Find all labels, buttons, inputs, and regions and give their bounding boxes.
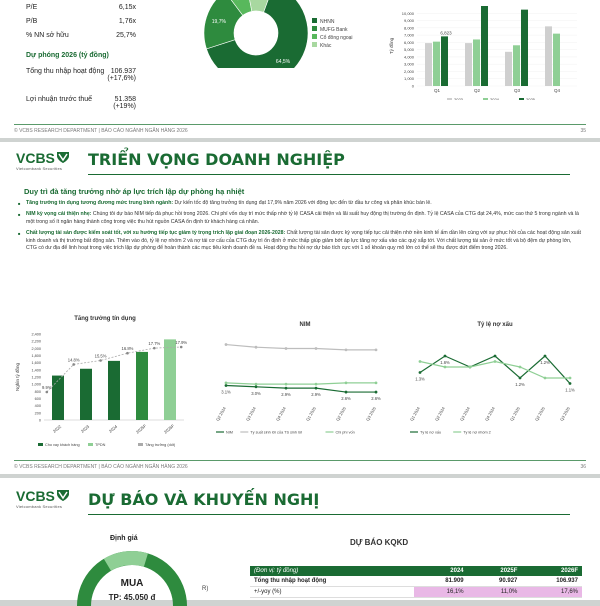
- outlook-bullets: [18, 200, 582, 256]
- rating-label: MUA: [120, 578, 144, 589]
- metric-label: P/E: [26, 4, 38, 11]
- y-tick-label: 1,000: [31, 382, 41, 387]
- y-tick-label: 0: [38, 418, 41, 423]
- line-point: [46, 391, 49, 394]
- legend-label: Cho vay khách hàng: [45, 443, 80, 447]
- x-tick-label: 2026F: [162, 423, 176, 435]
- data-label: 2.9%: [311, 392, 321, 398]
- line-point: [315, 347, 318, 350]
- bar: [164, 339, 176, 420]
- data-label: 3.0%: [251, 390, 261, 396]
- line-point: [345, 348, 348, 351]
- line-point: [255, 383, 258, 386]
- line-point: [469, 366, 472, 369]
- y-tick-label: 400: [34, 404, 41, 409]
- line-point: [419, 371, 422, 374]
- line-point: [153, 347, 156, 350]
- line-point: [315, 387, 318, 390]
- series-line: [226, 383, 376, 384]
- line-point: [419, 360, 422, 363]
- line-point: [285, 383, 288, 386]
- legend-swatch: [447, 98, 452, 100]
- y-tick-label: 10,000: [401, 10, 414, 16]
- bar: [80, 369, 92, 420]
- forecast-row-pbt: [26, 96, 136, 110]
- rating-gauge: [72, 546, 212, 606]
- table-header-2026f: 2026F: [521, 566, 582, 576]
- page-title: TRIỂN VỌNG DOANH NGHIỆP: [88, 150, 345, 169]
- report-page-36: [0, 142, 600, 474]
- legend-item: Cổ đông ngoại: [312, 34, 353, 42]
- line-point: [72, 363, 75, 366]
- pie-slice-label: [235, 0, 247, 1]
- table-header-row: [250, 566, 582, 576]
- data-label: 15.5%: [94, 353, 107, 359]
- page-title: DỰ BÁO VÀ KHUYẾN NGHỊ: [88, 490, 320, 509]
- shield-icon: [56, 150, 70, 164]
- title-underline: [88, 514, 570, 515]
- series-line: [226, 345, 376, 350]
- target-price: TP: 45.050 đ: [108, 593, 156, 602]
- forecast-row-revenue: [26, 68, 136, 82]
- x-tick-label: Q4 2024: [274, 406, 287, 422]
- y-tick-label: 2,000: [403, 68, 414, 74]
- x-tick-label: Q3 2024: [244, 406, 257, 422]
- legend-item: MUFG Bank: [312, 26, 353, 34]
- line-point: [494, 355, 497, 358]
- bar: [441, 36, 448, 86]
- data-label: 9.9%: [42, 385, 52, 390]
- x-tick-label: Q1: [433, 88, 441, 93]
- line-point: [126, 352, 129, 355]
- metric-value: 1,76x: [118, 18, 136, 25]
- chart-title-npl: Tỷ lệ nợ xấu: [477, 322, 513, 328]
- y-tick-label: 1,000: [403, 76, 414, 82]
- legend-label: NIM: [226, 430, 233, 435]
- legend-label: 2024: [490, 97, 499, 100]
- legend-item: Khác: [312, 42, 353, 50]
- x-tick-label: Q2 2024: [433, 406, 446, 422]
- table-header-2025f: 2025F: [468, 566, 522, 576]
- bullet-nim: ■ NIM kỳ vọng cải thiện nhẹ: Chúng tôi dự báo NIM tiếp đà phục hồi trong 2026. Chi phí vốn duy trì mức thấp nhờ tỷ lệ CASA cải thiện và lãi suất huy động thị trường ổn định. Tỷ lệ CASA của CTG đạt 24,4%, mức cao thứ 5 trong ngành và là một trong số ít ngân hàng thành công trong việc thu hút nguồn CASA ổn định từ khách hàng cá nhân.: [18, 211, 582, 226]
- line-point: [569, 377, 572, 380]
- x-tick-label: Q2 2025: [533, 406, 546, 422]
- bar: [545, 26, 552, 86]
- x-tick-label: 2022: [51, 423, 63, 434]
- bar: [52, 376, 64, 420]
- section-subtitle: Duy trì đà tăng trưởng nhờ áp lực trích lập dự phòng hạ nhiệt: [24, 187, 245, 196]
- x-tick-label: Q2 2024: [214, 406, 227, 422]
- data-label: 14.8%: [67, 357, 80, 363]
- y-tick-label: 200: [34, 411, 41, 416]
- y-tick-label: 6,000: [403, 39, 414, 45]
- bar: [108, 361, 120, 420]
- data-label: 2.6%: [371, 396, 381, 402]
- y-tick-label: 7,000: [403, 32, 414, 38]
- x-tick-label: Q1 2024: [408, 406, 421, 422]
- legend-label: 2023: [454, 97, 463, 100]
- x-tick-label: Q3 2025: [364, 406, 377, 422]
- y-tick-label: 1,800: [31, 354, 41, 358]
- forecast-value: 51.358 (+19%): [113, 96, 136, 110]
- data-label: 1.2%: [515, 382, 525, 387]
- page-number: 35: [580, 128, 586, 134]
- legend-item: NHNN: [312, 18, 353, 26]
- line-point: [544, 355, 547, 358]
- data-label: 3.1%: [221, 389, 231, 395]
- line-point: [519, 377, 522, 380]
- pie-slice-label: 64,5%: [275, 59, 291, 66]
- line-point: [544, 377, 547, 380]
- y-tick-label: 1,400: [31, 368, 41, 373]
- line-point: [375, 391, 378, 394]
- line-point: [444, 355, 447, 358]
- line-point: [444, 366, 447, 369]
- vcbs-logo: VCBS Vietcombank Securities: [16, 488, 70, 509]
- title-underline: [88, 174, 570, 175]
- bar: [521, 10, 528, 86]
- legend-label: Tỷ lệ nợ nhóm 2: [463, 430, 491, 435]
- legend-label: Tỷ lệ nợ xấu: [420, 430, 442, 435]
- y-tick-label: 5,000: [403, 47, 414, 53]
- data-label: 16.8%: [121, 346, 134, 352]
- legend-label: Chi phí vốn: [335, 430, 355, 435]
- x-tick-label: Q1 2025: [508, 406, 521, 422]
- x-tick-label: Q3 2025: [558, 406, 571, 422]
- data-label: 2.9%: [281, 392, 291, 398]
- x-tick-label: Q3 2024: [458, 406, 471, 422]
- legend-label: Tăng trưởng (dốt): [145, 443, 176, 447]
- page-footer: © VCBS RESEARCH DEPARTMENT | BÁO CÁO NGÀNH NGÂN HÀNG 2026 36: [14, 460, 586, 470]
- data-label: 1.3%: [415, 376, 425, 382]
- data-label: 1.6%: [440, 360, 450, 365]
- line-point: [569, 382, 572, 385]
- quarterly-bar-chart: [385, 0, 585, 100]
- metric-label: % NN sở hữu: [26, 32, 69, 39]
- y-axis-label: Tỷ đồng: [389, 37, 394, 55]
- forecast-title: DỰ BÁO KQKD: [350, 538, 409, 547]
- report-page-35: [0, 0, 600, 138]
- metric-row: [26, 32, 136, 39]
- npl-line-chart: [400, 328, 590, 458]
- bar: [505, 52, 512, 86]
- x-tick-label: 2023: [79, 423, 91, 434]
- legend-label: 2025: [526, 97, 535, 100]
- x-tick-label: 2025F: [134, 423, 148, 435]
- forecast-label: Lợi nhuận trước thuế: [26, 96, 93, 103]
- page-number: 36: [580, 464, 586, 470]
- gauge-legend: R): [202, 586, 209, 592]
- chart-title-credit: Tăng trưởng tín dụng: [74, 316, 136, 322]
- line-point: [255, 385, 258, 388]
- y-tick-label: 2,400: [31, 332, 41, 337]
- bar: [433, 42, 440, 86]
- forecast-table: [250, 566, 582, 598]
- x-tick-label: Q4 2024: [483, 406, 496, 422]
- y-tick-label: 9,000: [403, 18, 414, 24]
- line-point: [180, 346, 183, 349]
- line-point: [285, 387, 288, 390]
- vcbs-logo: VCBS Vietcombank Securities: [16, 150, 70, 171]
- line-point: [99, 359, 102, 362]
- legend-swatch: [483, 98, 488, 100]
- table-row: Tổng thu nhập hoạt động 81.909 90.927 106.937: [250, 576, 582, 587]
- table-header-unit: (Đơn vị: tỷ đồng): [250, 566, 414, 576]
- data-label: 1.1%: [565, 387, 575, 393]
- shareholder-legend: [312, 18, 353, 50]
- line-point: [225, 384, 228, 387]
- y-tick-label: 0: [411, 83, 414, 89]
- data-label: 2.6%: [341, 396, 351, 402]
- metric-value: 25,7%: [116, 32, 136, 39]
- y-tick-label: 1,200: [31, 375, 41, 380]
- bullet-asset-quality: ■ Chất lượng tài sản được kiểm soát tốt, với xu hướng tiếp tục giảm tỷ trọng trích lập giai đoạn 2026-2028: Chất lượng tài sản được kỳ vọng tiếp tục cải thiện nhờ nền kinh tế ấm dần lên cùng với sự phục hồi của các hoạt động sản xuất kinh doanh và thị trường bất động sản. Thêm vào đó, tỷ lệ nợ nhóm 2 và nợ tái cơ cấu của CTG duy trì ổn định ở mức thấp giúp giảm bớt áp lực tăng nợ xấu vào các quý sắp tới. Với chất lượng tài sản ở mức tốt và bộ đệm dự phòng lớn, CTG có dư địa để linh hoạt trong việc trích lập dự phòng để hoàn thành các mục tiêu kinh doanh đề ra. Hoạt động thu hồi nợ dự báo tích cực với 1 số khoản quy mô lớn có thể sẽ thu được dứt điểm trong 2026.: [18, 230, 582, 252]
- y-tick-label: 8,000: [403, 25, 414, 31]
- line-point: [255, 346, 258, 349]
- data-label: 6,823: [440, 30, 452, 36]
- x-tick-label: Q2 2025: [334, 406, 347, 422]
- x-tick-label: Q3: [513, 88, 521, 93]
- forecast-value: 106.937 (+17,6%): [107, 68, 136, 82]
- legend-label: TPDN: [95, 443, 106, 447]
- valuation-title: Định giá: [110, 535, 138, 542]
- metric-value: 6,15x: [118, 4, 136, 11]
- legend-swatch: [138, 443, 143, 446]
- metric-row: [26, 18, 136, 25]
- y-tick-label: 4,000: [403, 54, 414, 60]
- y-tick-label: 2,000: [31, 346, 41, 351]
- metric-label: P/B: [26, 18, 38, 25]
- line-point: [345, 391, 348, 394]
- shield-icon: [56, 488, 70, 502]
- report-page-37: [0, 478, 600, 600]
- line-point: [315, 383, 318, 386]
- line-point: [375, 381, 378, 384]
- y-tick-label: 1,600: [31, 361, 41, 366]
- y-tick-label: 2,200: [31, 339, 41, 344]
- x-tick-label: Q4: [553, 88, 561, 93]
- pie-slice-label: 19,7%: [211, 19, 226, 26]
- y-axis-label: Nghìn tỷ đồng: [15, 362, 20, 392]
- x-tick-label: 2024: [107, 423, 119, 434]
- table-header-2024: 2024: [414, 566, 468, 576]
- metric-row: [26, 4, 136, 11]
- y-tick-label: 3,000: [403, 61, 414, 67]
- line-point: [225, 381, 228, 384]
- bar: [425, 43, 432, 86]
- forecast-heading: Dự phóng 2026 (tỷ đồng): [26, 52, 109, 59]
- line-point: [494, 360, 497, 363]
- table-row: +/-yoy (%) 16,1% 11,0% 17,6%: [250, 587, 582, 598]
- y-tick-label: 800: [34, 389, 41, 394]
- bar: [553, 34, 560, 86]
- bar: [473, 39, 480, 86]
- y-tick-label: 600: [34, 397, 41, 401]
- data-label: 17.7%: [148, 341, 161, 347]
- x-tick-label: Q2: [473, 88, 481, 93]
- page-footer: © VCBS RESEARCH DEPARTMENT | BÁO CÁO NGÀNH NGÂN HÀNG 2026 35: [14, 124, 586, 134]
- line-point: [345, 381, 348, 384]
- line-point: [285, 347, 288, 350]
- chart-title-nim: NIM: [299, 322, 311, 328]
- line-point: [519, 366, 522, 369]
- line-point: [225, 343, 228, 346]
- x-tick-label: Q1 2025: [304, 406, 317, 422]
- credit-growth-chart: [10, 324, 200, 454]
- legend-swatch: [519, 98, 524, 100]
- legend-swatch: [88, 443, 93, 446]
- bar: [513, 45, 520, 86]
- data-label: 1.2%: [540, 360, 550, 365]
- line-point: [375, 348, 378, 351]
- bar: [465, 43, 472, 86]
- bar: [481, 6, 488, 86]
- bullet-credit-growth: ■ Tăng trưởng tín dụng tương đương mức trung bình ngành: Dự kiến tốc độ tăng trưởng tín dụng đạt 17,9% năm 2026 với động lực đến từ đầu tư công và phân khúc bán lẻ.: [18, 200, 582, 207]
- bar: [136, 352, 148, 420]
- legend-swatch: [38, 443, 43, 446]
- series-line: [226, 385, 376, 392]
- legend-label: Tỷ suất sinh lời của TS sinh lời: [250, 430, 303, 435]
- data-label: 17.9%: [175, 340, 188, 345]
- nim-line-chart: [206, 328, 396, 458]
- shareholder-donut-chart: [196, 0, 316, 68]
- forecast-label: Tổng thu nhập hoạt động: [26, 68, 105, 75]
